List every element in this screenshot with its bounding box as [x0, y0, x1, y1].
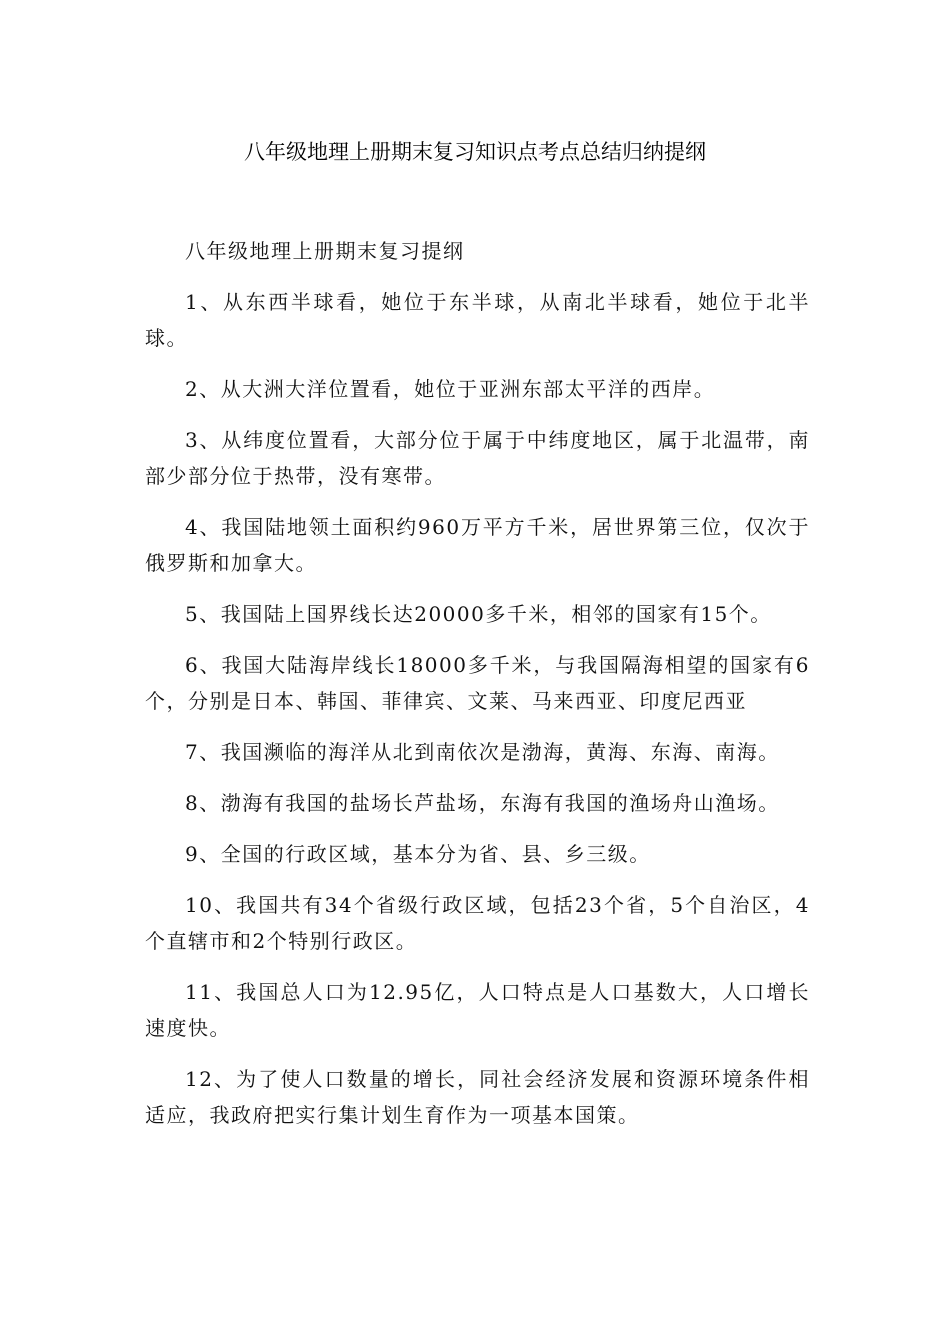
paragraph-item-3: 3、从纬度位置看，大部分位于属于中纬度地区，属于北温带，南部少部分位于热带，没有寒带。: [145, 428, 810, 488]
paragraph-item-1: 1、从东西半球看，她位于东半球，从南北半球看，她位于北半球。: [145, 290, 810, 350]
document-body: [145, 233, 810, 1148]
paragraph-item-8: 8、渤海有我国的盐场长芦盐场，东海有我国的渔场舟山渔场。: [185, 791, 780, 815]
paragraph-item-12: 12、为了使人口数量的增长，同社会经济发展和资源环境条件相适应，我政府把实行集计划生育作为一项基本国策。: [145, 1067, 810, 1127]
paragraph-item-10: 10、我国共有34个省级行政区域，包括23个省，5个自治区，4个直辖市和2个特别行政区。: [145, 893, 810, 953]
paragraph-item-11: 11、我国总人口为12.95亿，人口特点是人口基数大，人口增长速度快。: [145, 980, 810, 1040]
paragraph-item-7: 7、我国濒临的海洋从北到南依次是渤海，黄海、东海、南海。: [185, 740, 780, 764]
paragraph-item-2: 2、从大洲大洋位置看，她位于亚洲东部太平洋的西岸。: [185, 377, 716, 401]
paragraph-subtitle: 八年级地理上册期末复习提纲: [185, 239, 465, 263]
paragraph-item-9: 9、全国的行政区域，基本分为省、县、乡三级。: [185, 842, 651, 866]
paragraph-item-6: 6、我国大陆海岸线长18000多千米，与我国隔海相望的国家有6个，分别是日本、韩国、菲律宾、文莱、马来西亚、印度尼西亚: [145, 653, 810, 713]
document-title: 八年级地理上册期末复习知识点考点总结归纳提纲: [244, 140, 706, 164]
paragraph-item-4: 4、我国陆地领土面积约960万平方千米，居世界第三位，仅次于俄罗斯和加拿大。: [145, 515, 810, 575]
paragraph-item-5: 5、我国陆上国界线长达20000多千米，相邻的国家有15个。: [185, 602, 772, 626]
